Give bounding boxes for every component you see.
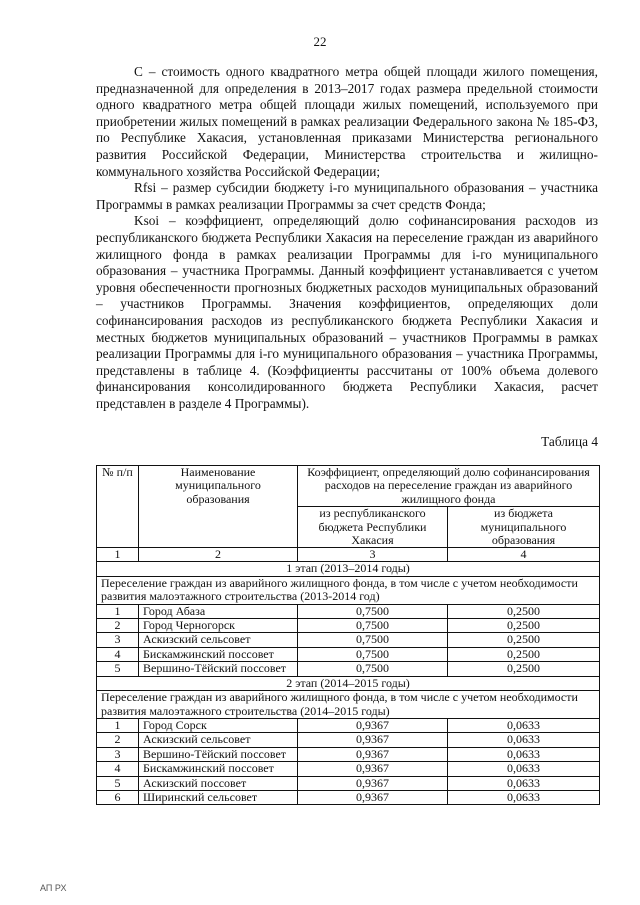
stage-description: Переселение граждан из аварийного жилищного фонда, в том числе с учетом необходимости развития малоэтажного строительства (2014–2015 годы) — [97, 691, 600, 719]
table-row — [97, 604, 600, 618]
municipal-coefficient: 0,2500 — [448, 619, 600, 633]
table-row — [97, 718, 600, 732]
table-row — [97, 633, 600, 647]
column-number: 1 — [97, 548, 139, 562]
republic-coefficient: 0,9367 — [298, 718, 448, 732]
republic-coefficient: 0,9367 — [298, 762, 448, 776]
table-caption: Таблица 4 — [541, 434, 598, 449]
row-number: 4 — [97, 762, 139, 776]
table-row — [97, 776, 600, 790]
stage-description: Переселение граждан из аварийного жилищного фонда, в том числе с учетом необходимости развития малоэтажного строительства (2013-2014 год) — [97, 576, 600, 604]
footer-mark: АП РХ — [40, 883, 67, 893]
republic-coefficient: 0,7500 — [298, 662, 448, 676]
column-number: 4 — [448, 548, 600, 562]
municipal-coefficient: 0,2500 — [448, 662, 600, 676]
coefficients-table — [96, 465, 600, 805]
paragraph-rfsi-definition: Rfsi – размер субсидии бюджету i-го муниципального образования – участника Программы в рамках реализации Программы за счет средств Фонда; — [96, 180, 598, 212]
municipality-name: Бискамжинский поссовет — [139, 762, 298, 776]
table-row — [97, 647, 600, 661]
row-number: 3 — [97, 747, 139, 761]
municipality-name: Вершино-Тёйский поссовет — [139, 747, 298, 761]
stage-description-row — [97, 576, 600, 604]
table-row — [97, 762, 600, 776]
row-number: 6 — [97, 790, 139, 804]
republic-coefficient: 0,9367 — [298, 747, 448, 761]
municipal-coefficient: 0,2500 — [448, 633, 600, 647]
republic-coefficient: 0,7500 — [298, 604, 448, 618]
row-number: 2 — [97, 619, 139, 633]
municipal-coefficient: 0,0633 — [448, 776, 600, 790]
row-number: 1 — [97, 604, 139, 618]
table-row — [97, 790, 600, 804]
municipality-name: Город Сорск — [139, 718, 298, 732]
header-municipal-budget: из бюджета муниципального образования — [448, 507, 600, 548]
page-number: 22 — [313, 34, 327, 49]
header-name: Наименование муниципального образования — [139, 466, 298, 548]
municipality-name: Вершино-Тёйский поссовет — [139, 662, 298, 676]
municipality-name: Аскизский сельсовет — [139, 733, 298, 747]
republic-coefficient: 0,7500 — [298, 619, 448, 633]
stage-description-row — [97, 691, 600, 719]
municipality-name: Аскизский сельсовет — [139, 633, 298, 647]
republic-coefficient: 0,7500 — [298, 647, 448, 661]
stage-title-row — [97, 562, 600, 576]
stage-title-row — [97, 676, 600, 690]
municipal-coefficient: 0,2500 — [448, 647, 600, 661]
municipality-name: Бискамжинский поссовет — [139, 647, 298, 661]
municipality-name: Аскизский поссовет — [139, 776, 298, 790]
republic-coefficient: 0,9367 — [298, 776, 448, 790]
table-row — [97, 662, 600, 676]
header-num: № п/п — [97, 466, 139, 548]
body-text — [96, 64, 598, 412]
row-number: 3 — [97, 633, 139, 647]
column-numbers-row — [97, 548, 600, 562]
paragraph-ksoi-definition: Ksoi – коэффициент, определяющий долю софинансирования расходов из республиканского бюджета Республики Хакасия на переселение граждан из аварийного жилищного фонда в рамках реализации Программы для i-го муниципального образования – участника Программы. Данный коэффициент устанавливается с учетом уровня обеспеченности прогнозных бюджетных расходов муниципальных образований – участников Программы. Значения коэффициентов, определяющих доли софинансирования расходов из республиканского бюджета Республики Хакасия и местных бюджетов муниципальных образований – участников Программы в рамках реализации Программы для i-го муниципального образования – участника Программы, представлены в таблице 4. (Коэффициенты рассчитаны от 100% объема долевого финансирования консолидированного бюджета Республики Хакасия, расчет представлен в разделе 4 Программы). — [96, 213, 598, 411]
row-number: 2 — [97, 733, 139, 747]
municipality-name: Город Черногорск — [139, 619, 298, 633]
stage-title: 2 этап (2014–2015 годы) — [97, 676, 600, 690]
row-number: 4 — [97, 647, 139, 661]
row-number: 5 — [97, 662, 139, 676]
municipal-coefficient: 0,2500 — [448, 604, 600, 618]
municipal-coefficient: 0,0633 — [448, 733, 600, 747]
municipal-coefficient: 0,0633 — [448, 762, 600, 776]
municipal-coefficient: 0,0633 — [448, 718, 600, 732]
stage-title: 1 этап (2013–2014 годы) — [97, 562, 600, 576]
row-number: 5 — [97, 776, 139, 790]
column-number: 2 — [139, 548, 298, 562]
republic-coefficient: 0,7500 — [298, 633, 448, 647]
header-coefficient: Коэффициент, определяющий долю софинансирования расходов на переселение граждан из аварийного жилищного фонда — [298, 466, 600, 507]
table-row — [97, 747, 600, 761]
municipal-coefficient: 0,0633 — [448, 747, 600, 761]
municipality-name: Ширинский сельсовет — [139, 790, 298, 804]
table-row — [97, 619, 600, 633]
republic-coefficient: 0,9367 — [298, 790, 448, 804]
column-number: 3 — [298, 548, 448, 562]
row-number: 1 — [97, 718, 139, 732]
header-republic-budget: из республиканского бюджета Республики Хакасия — [298, 507, 448, 548]
municipality-name: Город Абаза — [139, 604, 298, 618]
republic-coefficient: 0,9367 — [298, 733, 448, 747]
municipal-coefficient: 0,0633 — [448, 790, 600, 804]
paragraph-c-definition: С – стоимость одного квадратного метра общей площади жилого помещения, предназначенной для определения в 2013–2017 годах размера предельной стоимости одного квадратного метра общей площади жилых помещений, используемого при приобретении жилых помещений в рамках реализации Федерального закона № 185-ФЗ, по Республике Хакасия, установленная приказами Министерства регионального развития Российской Федерации, Министерства строительства и жилищно-коммунального хозяйства Российской Федерации; — [96, 64, 598, 179]
table-body — [97, 562, 600, 805]
table-row — [97, 733, 600, 747]
